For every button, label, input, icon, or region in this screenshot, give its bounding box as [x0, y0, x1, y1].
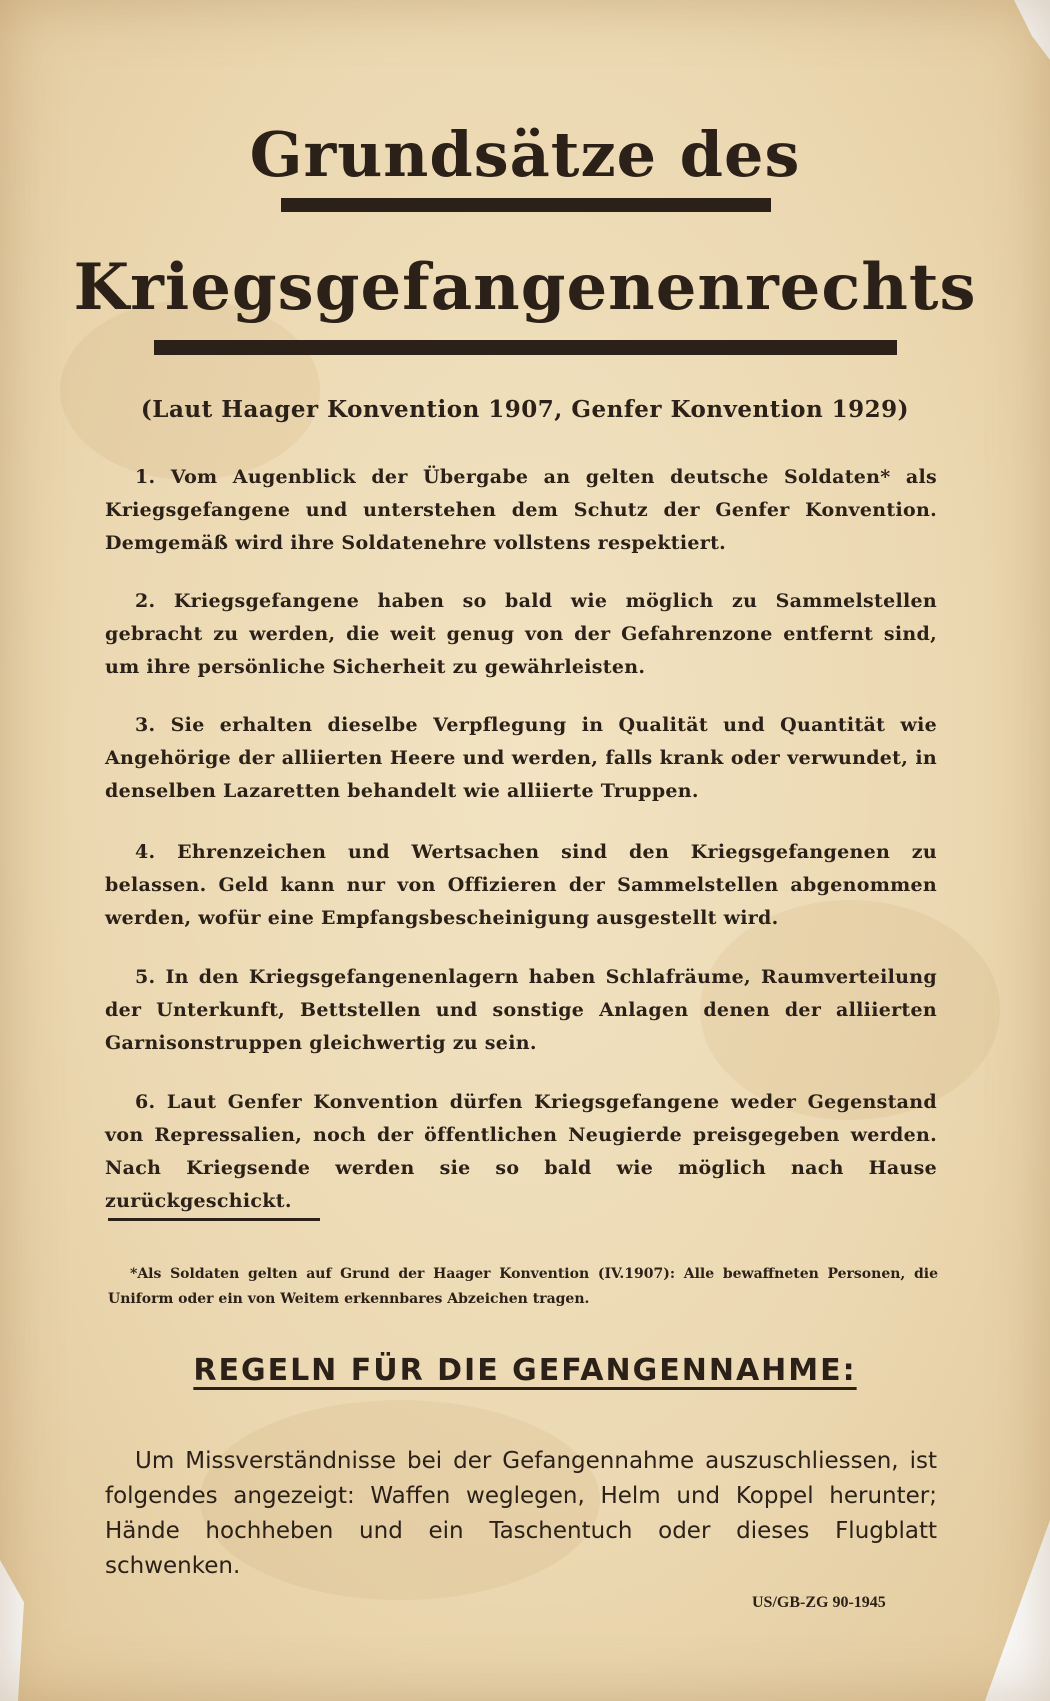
rules-heading: REGELN FÜR DIE GEFANGENNAHME:: [193, 1353, 857, 1388]
footnote-divider: [108, 1218, 320, 1221]
paper-stain: [60, 300, 320, 480]
footnote: *Als Soldaten gelten auf Grund der Haager Konvention (IV.1907): Alle bewaffneten Personen, die Uniform oder ein von Weitem erkennbares Abzeichen tragen.: [108, 1266, 938, 1307]
paragraph-2: 2. Kriegsgefangene haben so bald wie möglich zu Sammelstellen gebracht zu werden, die weit genug von der Gefahrenzone entfernt sind, um ihre persönliche Sicherheit zu gewährleisten.: [105, 590, 937, 678]
subtitle: (Laut Haager Konvention 1907, Genfer Konvention 1929): [140, 396, 910, 423]
paragraph-3: 3. Sie erhalten dieselbe Verpflegung in Qualität und Quantität wie Angehörige der alliierten Heere und werden, falls krank oder verwundet, in denselben Lazaretten behandelt wie alliierte Truppen.: [105, 714, 937, 802]
leaflet-code: US/GB-ZG 90-1945: [752, 1594, 886, 1611]
title-underline-2: [154, 340, 897, 355]
torn-corner: [985, 1520, 1050, 1701]
paragraph-4: 4. Ehrenzeichen und Wertsachen sind den Kriegsgefangenen zu belassen. Geld kann nur von Offizieren der Sammelstellen abgenommen werden, wofür eine Empfangsbescheinigung ausgestellt wird.: [105, 841, 937, 929]
paragraph-5: 5. In den Kriegsgefangenenlagern haben Schlafräume, Raumverteilung der Unterkunft, Bettstellen und sonstige Anlagen denen der alliierten Garnisonstruppen gleichwertig zu sein.: [105, 966, 937, 1054]
paragraph-6: 6. Laut Genfer Konvention dürfen Kriegsgefangene weder Gegenstand von Repressalien, noch der öffentlichen Neugierde preisgegeben werden. Nach Kriegsende werden sie so bald wie möglich nach Hause zurückgeschickt.: [105, 1091, 937, 1212]
title-line-1: Grundsätze des: [249, 118, 801, 191]
rules-text: Um Missverständnisse bei der Gefangennahme auszuschliessen, ist folgendes angezeigt: Waffen weglegen, Helm und Koppel herunter; Hände hochheben und ein Taschentuch oder dieses Flugblatt schwenken.: [105, 1448, 937, 1579]
torn-corner: [990, 0, 1050, 60]
torn-corner: [0, 1560, 60, 1701]
paragraph-1: 1. Vom Augenblick der Übergabe an gelten deutsche Soldaten* als Kriegsgefangene und unterstehen dem Schutz der Genfer Konvention. Demgemäß wird ihre Soldatenehre vollstens respektiert.: [105, 466, 937, 554]
title-line-2: Kriegsgefangenenrechts: [73, 250, 977, 325]
title-underline-1: [281, 198, 771, 212]
